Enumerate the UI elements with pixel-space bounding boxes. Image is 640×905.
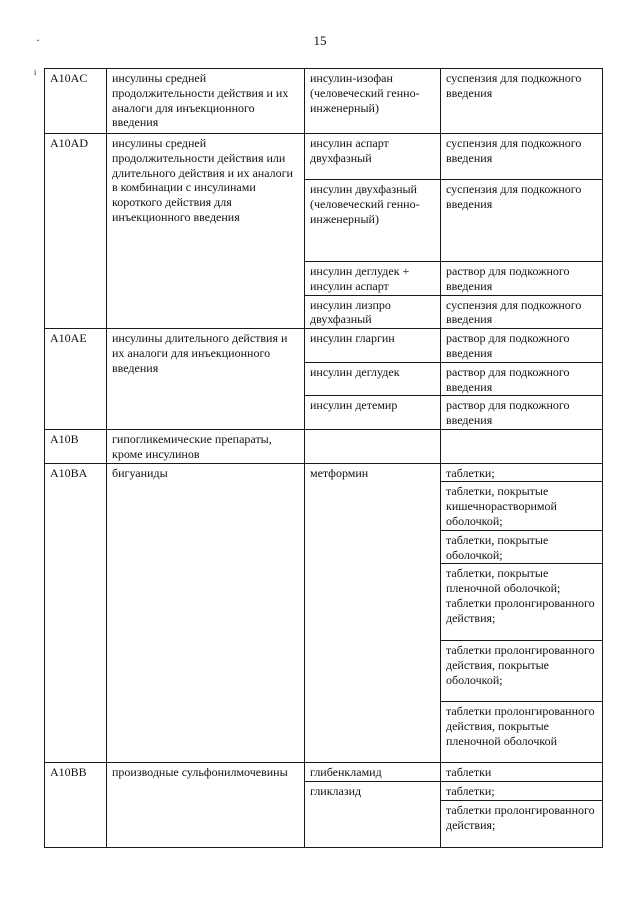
drug-table bbox=[44, 68, 603, 848]
drug-name-cell: инсулин лизпро двухфазный bbox=[305, 295, 441, 329]
atc-code-cell: A10BB bbox=[45, 763, 107, 848]
drug-name-cell: инсулин гларгин bbox=[305, 329, 441, 363]
dosage-form-cell: таблетки, покрытые кишечнорастворимой оболочкой; bbox=[441, 482, 603, 530]
drug-name-cell: метформин bbox=[305, 463, 441, 763]
page-number: 15 bbox=[313, 33, 327, 48]
drug-name-cell: инсулин детемир bbox=[305, 396, 441, 430]
drug-name-cell: глибенкламид bbox=[305, 763, 441, 782]
drug-name-cell: гликлазид bbox=[305, 782, 441, 848]
drug-name-cell bbox=[305, 429, 441, 463]
margin-mark: · bbox=[36, 33, 40, 47]
dosage-form-cell: суспензия для подкожного введения bbox=[441, 69, 603, 134]
dosage-form-cell: таблетки; bbox=[441, 463, 603, 482]
table-row bbox=[45, 429, 603, 463]
atc-code-cell: A10B bbox=[45, 429, 107, 463]
atc-code-cell: A10AC bbox=[45, 69, 107, 134]
row-marker: i bbox=[34, 68, 37, 77]
group-cell: инсулины длительного действия и их аналоги для инъекционного введения bbox=[107, 329, 305, 430]
dosage-form-cell: таблетки, покрытые пленочной оболочкой; таблетки пролонгированного действия; bbox=[441, 564, 603, 641]
atc-code-cell: A10AE bbox=[45, 329, 107, 430]
dosage-form-cell: таблетки bbox=[441, 763, 603, 782]
group-cell: инсулины средней продолжительности действия и их аналоги для инъекционного введения bbox=[107, 69, 305, 134]
drug-name-cell: инсулин деглудек + инсулин аспарт bbox=[305, 262, 441, 296]
drug-name-cell: инсулин аспарт двухфазный bbox=[305, 134, 441, 180]
group-cell: инсулины средней продолжительности действия или длительного действия и их аналоги в комбинации с инсулинами короткого действия для инъекционного введения bbox=[107, 134, 305, 329]
table-row bbox=[45, 463, 603, 482]
table-row bbox=[45, 69, 603, 134]
drug-name-cell: инсулин двухфазный (человеческий генно-инженерный) bbox=[305, 180, 441, 262]
dosage-form-cell: таблетки пролонгированного действия; bbox=[441, 800, 603, 847]
atc-code-cell: A10BA bbox=[45, 463, 107, 763]
dosage-form-cell: таблетки пролонгированного действия, покрытые оболочкой; bbox=[441, 641, 603, 702]
dosage-form-cell: таблетки; bbox=[441, 782, 603, 801]
drug-name-cell: инсулин-изофан (человеческий генно-инженерный) bbox=[305, 69, 441, 134]
table-row bbox=[45, 763, 603, 782]
dosage-form-cell: таблетки, покрытые оболочкой; bbox=[441, 530, 603, 564]
dosage-form-cell: раствор для подкожного введения bbox=[441, 329, 603, 363]
group-cell: бигуаниды bbox=[107, 463, 305, 763]
dosage-form-cell: суспензия для подкожного введения bbox=[441, 134, 603, 180]
drug-name-cell: инсулин деглудек bbox=[305, 362, 441, 396]
dosage-form-cell bbox=[441, 429, 603, 463]
dosage-form-cell: суспензия для подкожного введения bbox=[441, 180, 603, 262]
dosage-form-cell: раствор для подкожного введения bbox=[441, 362, 603, 396]
group-cell: производные сульфонилмочевины bbox=[107, 763, 305, 848]
atc-code-cell: A10AD bbox=[45, 134, 107, 329]
table-row bbox=[45, 134, 603, 180]
dosage-form-cell: раствор для подкожного введения bbox=[441, 262, 603, 296]
dosage-form-cell: суспензия для подкожного введения bbox=[441, 295, 603, 329]
dosage-form-cell: таблетки пролонгированного действия, покрытые пленочной оболочкой bbox=[441, 702, 603, 763]
group-cell: гипогликемические препараты, кроме инсулинов bbox=[107, 429, 305, 463]
table-row bbox=[45, 329, 603, 363]
dosage-form-cell: раствор для подкожного введения bbox=[441, 396, 603, 430]
